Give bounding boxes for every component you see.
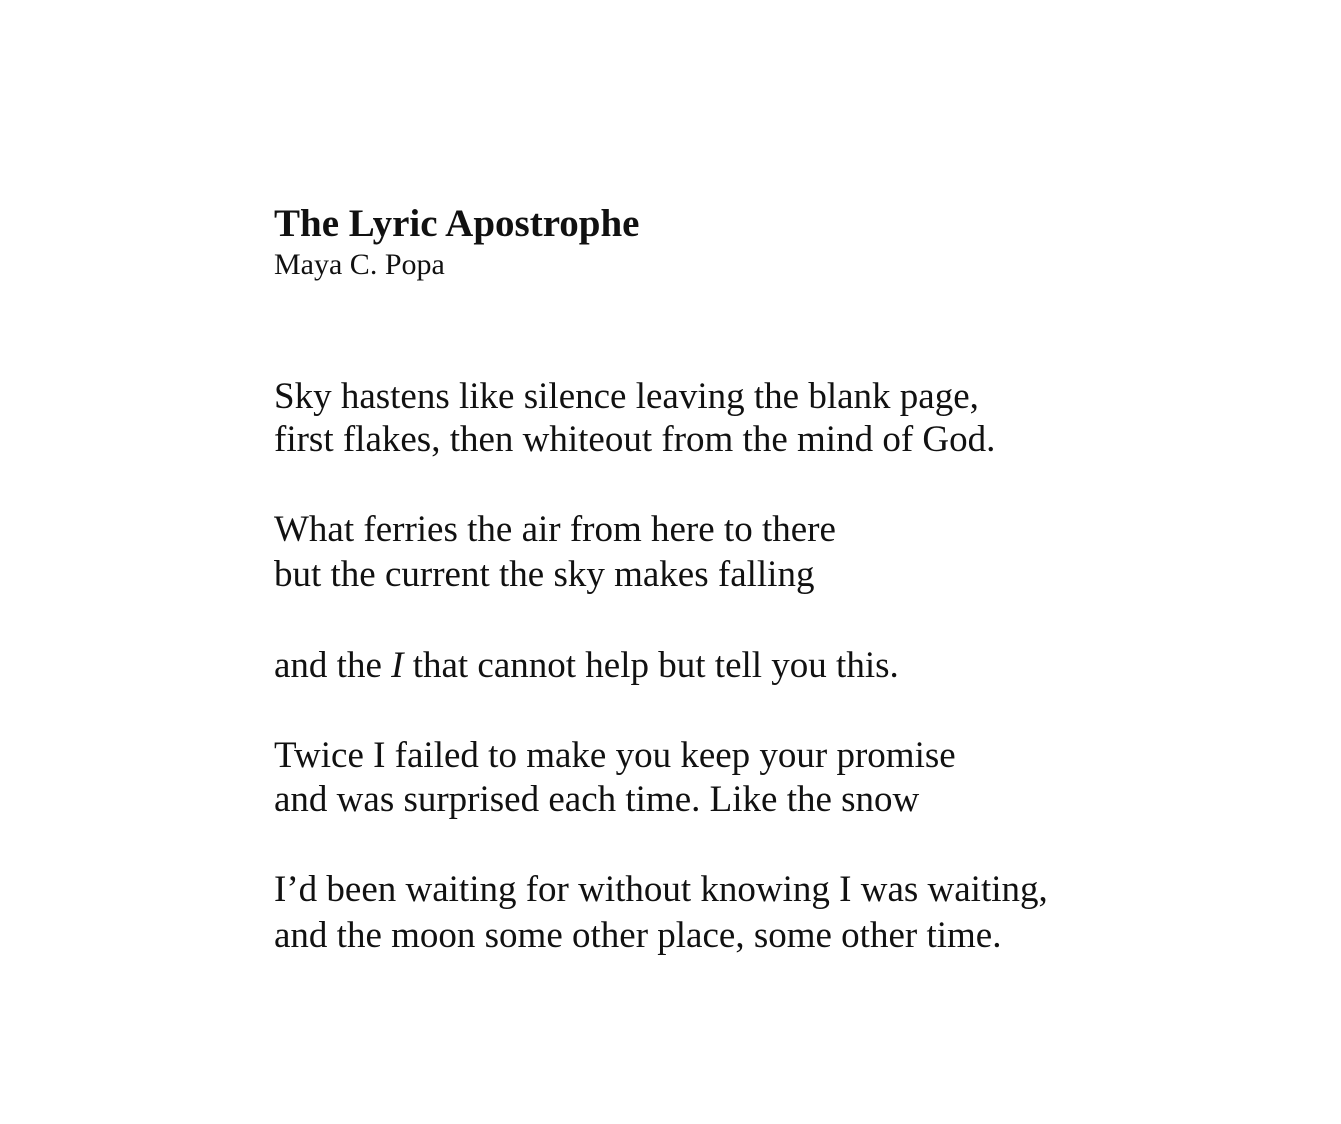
poem-line-8: I’d been waiting for without knowing I was waiting, (274, 869, 1048, 910)
poem-line-9: and the moon some other place, some other time. (274, 915, 1002, 956)
poem-line-5-after: that cannot help but tell you this. (403, 645, 899, 686)
poem-author: Maya C. Popa (274, 248, 445, 281)
poem-line-5-before: and the (274, 645, 392, 686)
poem-line-5-italic-i: I (391, 645, 404, 686)
poem-line-3: What ferries the air from here to there (274, 509, 836, 550)
poem-line-5 (274, 644, 899, 688)
poem-title: The Lyric Apostrophe (274, 202, 640, 245)
poem-line-4: but the current the sky makes falling (274, 554, 815, 595)
poem-line-7: and was surprised each time. Like the snow (274, 779, 920, 820)
poem-line-6: Twice I failed to make you keep your promise (274, 735, 956, 776)
poem-line-1: Sky hastens like silence leaving the blank page, (274, 376, 979, 417)
poem-line-2: first flakes, then whiteout from the mind of God. (274, 419, 996, 460)
